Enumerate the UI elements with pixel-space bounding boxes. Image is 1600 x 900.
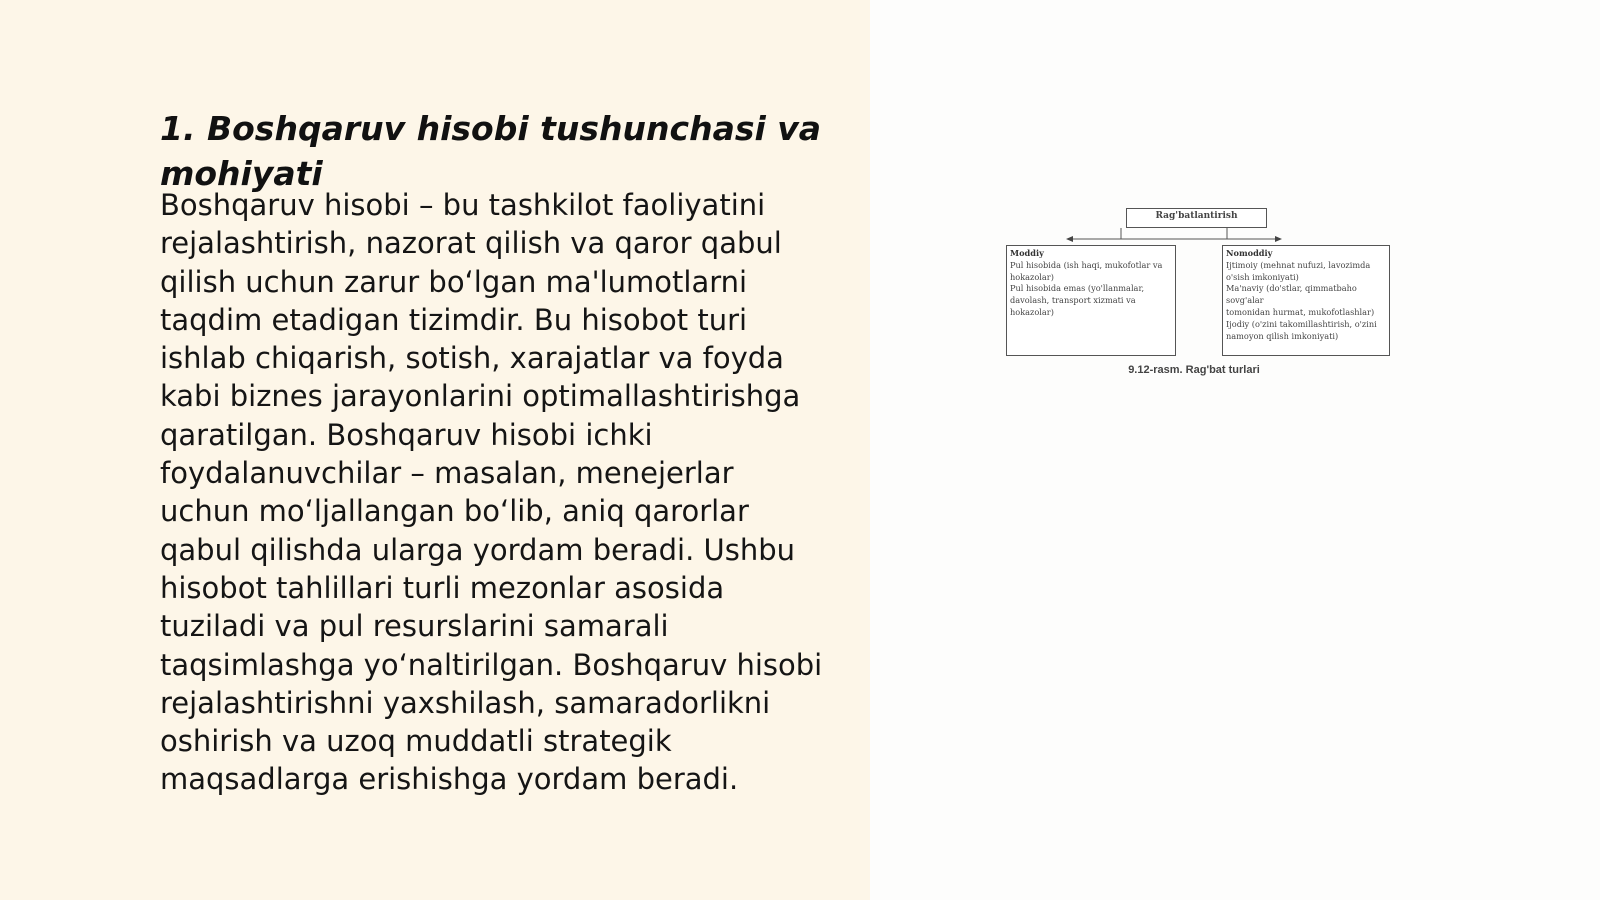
box-title-nonmaterial: Nomoddiy: [1226, 248, 1273, 258]
figure-caption: 9.12-rasm. Rag'bat turlari: [1128, 364, 1260, 376]
box-line: o'sish imkoniyati): [1226, 271, 1299, 282]
diagram-box-nonmaterial: [1222, 245, 1390, 356]
box-line: hokazolar): [1010, 306, 1054, 317]
box-line: hokazolar): [1010, 271, 1054, 282]
box-line: Ma'naviy (do'stlar, qimmatbaho sovg'alar: [1226, 283, 1357, 306]
slide-title: 1. Boshqaruv hisobi tushunchasi va mohiyati: [160, 109, 822, 193]
box-line: davolash, transport xizmati va: [1010, 295, 1136, 306]
box-line: Ijtimoiy (mehnat nufuzi, lavozimda: [1226, 259, 1371, 270]
diagram-box-material: [1006, 245, 1176, 356]
box-line: Ijodiy (o'zini takomillashtirish, o'zini: [1226, 318, 1377, 329]
box-line: Pul hisobida (ish haqi, mukofotlar va: [1010, 259, 1163, 270]
figure-panel: [870, 0, 1600, 900]
diagram-root-box: Rag'batlantirish: [1126, 208, 1267, 228]
arrow-right-icon: [1275, 236, 1282, 242]
box-line: tomonidan hurmat, mukofotlashlar): [1226, 306, 1375, 317]
arrow-left-icon: [1066, 236, 1073, 242]
incentives-diagram: [1004, 205, 1390, 385]
box-line: Pul hisobida emas (yo'llanmalar,: [1010, 283, 1145, 294]
box-title-material: Moddiy: [1010, 248, 1044, 258]
slide-body-text: Boshqaruv hisobi – bu tashkilot faoliyatini rejalashtirish, nazorat qilish va qaror qabul qilish uchun zarur bo‘lgan ma'lumotlarni taqdim etadigan tizimdir. Bu hisobot turi ishlab chiqarish, sotish, xarajatlar va foyda kabi biznes jarayonlarini optimallashtirishga qaratilgan. Boshqaruv hisobi ichki foydalanuvchilar – masalan, menejerlar uchun mo‘ljallangan bo‘lib, aniq qarorlar qabul qilishda ularga yordam beradi. Ushbu hisobot tahlillari turli mezonlar asosida tuziladi va pul resurslarini samarali taqsimlashga yo‘naltirilgan. Boshqaruv hisobi rejalashtirishni yaxshilash, samaradorlikni oshirish va uzoq muddatli strategik maqsadlarga erishishga yordam beradi.: [160, 188, 823, 797]
box-line: namoyon qilish imkoniyati): [1226, 330, 1339, 341]
